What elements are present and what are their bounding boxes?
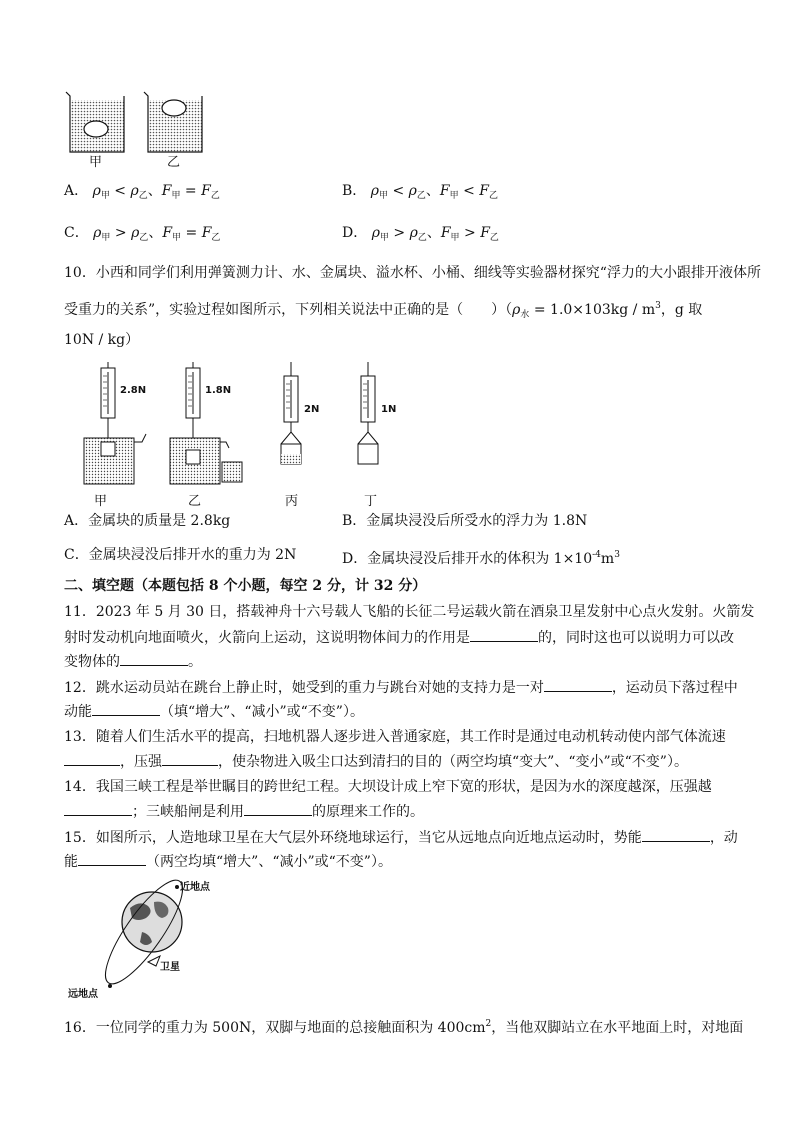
q10-option-b: B．金属块浸没后所受水的浮力为 1.8N [342, 513, 588, 529]
spring-scale-figure [76, 362, 406, 490]
scale-bing [281, 362, 301, 464]
q10-line-3: 10N / kg） [64, 332, 140, 348]
scale-jia-label: 甲 [94, 494, 108, 509]
scale-jia-reading: 2.8N [120, 385, 147, 396]
beaker-jia [66, 92, 124, 152]
q14-blank-2[interactable] [244, 801, 312, 816]
q11-blank-1[interactable] [470, 627, 538, 642]
q10-option-a: A．金属块的质量是 2.8kg [64, 513, 231, 529]
scale-jia [84, 362, 146, 484]
q9-option-a: A． $\rho_甲 < \rho_乙$、$F_甲 = F_乙$ [64, 183, 220, 201]
q15-blank-2[interactable] [78, 851, 146, 866]
q12-line-2: 动能 （填“增大”、“减小”或“不变”）。 [64, 701, 364, 722]
q10-option-d: D．金属块浸没后排开水的体积为 $1\times 10^{-4}m^3$ [342, 550, 620, 567]
scale-ding-label: 丁 [364, 494, 378, 509]
q11-line-2: 射时发动机向地面喷火，火箭向上运动，这说明物体间力的作用是 的，同时这也可以说明力可以改 [64, 627, 734, 648]
q15-line-1: 15．如图所示，人造地球卫星在大气层外环绕地球运行，当它从远地点向近地点运动时，势能 ，动 [64, 827, 738, 848]
q11-blank-2[interactable] [120, 651, 188, 666]
q13-line-2: ，压强 ，使杂物进入吸尘口达到清扫的目的（两空均填“变大”、“变小”或“不变”）。 [64, 751, 688, 772]
q10-option-c: C．金属块浸没后排开水的重力为 2N [64, 547, 297, 563]
q14-line-1: 14．我国三峡工程是举世瞩目的跨世纪工程。大坝设计成上窄下宽的形状，是因为水的深度越深，压强越 [64, 779, 712, 795]
q12-blank-1[interactable] [544, 677, 612, 692]
q10-line-1: 10．小西和同学们利用弹簧测力计、水、金属块、溢水杯、小桶、细线等实验器材探究“浮力的大小跟排开液体所 [64, 265, 761, 281]
q15-blank-1[interactable] [642, 827, 710, 842]
q12-blank-2[interactable] [92, 701, 160, 716]
beaker-yi-label: 乙 [167, 155, 181, 170]
q14-blank-1[interactable] [64, 801, 132, 816]
q9-option-d: D． $\rho_甲 > \rho_乙$、$F_甲 > F_乙$ [342, 225, 499, 243]
q11-line-1: 11．2023 年 5 月 30 日，搭载神舟十六号载人飞船的长征二号运载火箭在酒泉卫星发射中心点火发射。火箭发 [64, 604, 755, 620]
scale-yi [170, 362, 242, 484]
scale-yi-reading: 1.8N [205, 385, 232, 396]
satellite-label: 卫星 [160, 962, 180, 973]
q12-line-1: 12．跳水运动员站在跳台上静止时，她受到的重力与跳台对她的支持力是一对 ，运动员下落过程中 [64, 677, 738, 698]
q16-line-1: 16．一位同学的重力为 500N，双脚与地面的总接触面积为 $400cm^2$，当他双脚站立在水平地面上时，对地面 [64, 1019, 744, 1036]
beaker-yi [144, 92, 202, 152]
near-point-label: 近地点 [180, 882, 210, 893]
section-2-title: 二、填空题（本题包括 8 个小题，每空 2 分，计 32 分） [64, 578, 427, 594]
q10-line-2: 受重力的关系”，实验过程如图所示，下列相关说法中正确的是（ ）（$\rho_水 = 1.0\times 103kg / m^3$，g 取 [64, 301, 703, 320]
far-point-label: 远地点 [68, 989, 98, 1000]
q9-option-c: C． $\rho_甲 > \rho_乙$、$F_甲 = F_乙$ [64, 225, 221, 243]
scale-bing-label: 丙 [285, 494, 299, 509]
beakers-figure [62, 86, 212, 166]
scale-ding [358, 362, 378, 464]
q14-line-2: ；三峡船闸是利用 的原理来工作的。 [64, 801, 424, 822]
scale-bing-reading: 2N [304, 404, 320, 415]
scale-ding-reading: 1N [381, 404, 397, 415]
scale-yi-label: 乙 [188, 494, 202, 509]
q13-line-1: 13．随着人们生活水平的提高，扫地机器人逐步进入普通家庭，其工作时是通过电动机转动使内部气体流速 [64, 729, 726, 745]
q13-blank-1[interactable] [64, 751, 120, 766]
q13-blank-2[interactable] [162, 751, 218, 766]
q11-line-3: 变物体的 。 [64, 651, 202, 672]
q9-option-b: B． $\rho_甲 < \rho_乙$、$F_甲 < F_乙$ [342, 183, 498, 201]
beaker-jia-label: 甲 [89, 155, 103, 170]
q15-line-2: 能 （两空均填“增大”、“减小”或“不变”）。 [64, 851, 392, 872]
